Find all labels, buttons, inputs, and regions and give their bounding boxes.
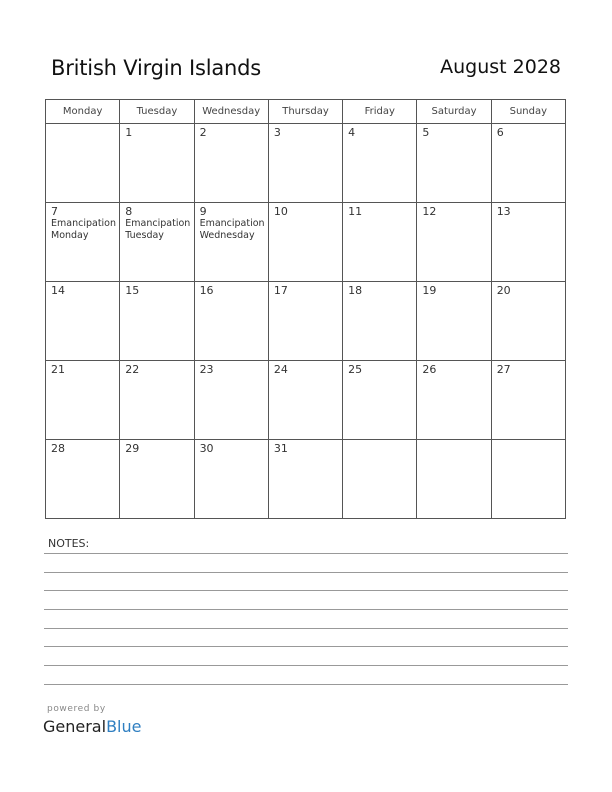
day-cell	[491, 440, 565, 519]
day-cell	[194, 124, 268, 203]
holiday-label: Emancipation Tuesday	[125, 218, 191, 241]
calendar-country-title: British Virgin Islands	[51, 56, 262, 80]
day-number: 17	[273, 284, 288, 297]
day-number: 16	[199, 284, 214, 297]
day-cell	[120, 361, 194, 440]
note-line	[44, 609, 568, 610]
day-number: 8	[125, 205, 133, 218]
note-line	[44, 590, 568, 591]
notes-label: NOTES:	[48, 537, 90, 550]
week-row	[46, 203, 566, 282]
day-cell	[343, 282, 417, 361]
day-number: 7	[51, 205, 58, 218]
day-cell	[343, 203, 417, 282]
day-cell	[268, 440, 342, 519]
day-cell	[120, 203, 194, 282]
day-cell	[343, 124, 417, 203]
day-cell	[268, 124, 342, 203]
day-cell	[417, 361, 491, 440]
day-cell	[120, 124, 194, 203]
day-number: 20	[496, 284, 511, 297]
day-number: 24	[273, 363, 288, 376]
day-cell	[417, 203, 491, 282]
note-line	[44, 572, 568, 573]
day-cell	[417, 282, 491, 361]
day-number: 9	[199, 205, 207, 218]
holiday-label: Emancipation Monday	[51, 218, 117, 241]
week-row	[46, 361, 566, 440]
day-number: 3	[273, 126, 281, 139]
day-cell	[120, 440, 194, 519]
day-number: 28	[51, 442, 65, 455]
day-cell	[194, 440, 268, 519]
day-cell	[120, 282, 194, 361]
day-number: 22	[125, 363, 140, 376]
holiday-label: Emancipation Wednesday	[199, 218, 265, 241]
day-cell	[268, 282, 342, 361]
day-number: 19	[422, 284, 437, 297]
day-number: 23	[199, 363, 214, 376]
day-number: 21	[51, 363, 65, 376]
calendar-grid	[45, 99, 566, 519]
day-number: 4	[348, 126, 356, 139]
day-number: 26	[422, 363, 437, 376]
powered-by-text: powered by	[47, 704, 106, 714]
day-number: 5	[422, 126, 430, 139]
calendar-month-title: August 2028	[440, 56, 561, 78]
week-row	[46, 282, 566, 361]
weekday-header: Monday	[46, 100, 120, 124]
day-number: 25	[348, 363, 363, 376]
day-cell	[46, 203, 120, 282]
day-cell	[491, 361, 565, 440]
day-cell	[46, 440, 120, 519]
week-row	[46, 440, 566, 519]
note-line	[44, 646, 568, 647]
brand-general: General	[43, 717, 107, 736]
day-number: 12	[422, 205, 437, 218]
weekday-header: Saturday	[417, 100, 491, 124]
day-cell	[194, 361, 268, 440]
day-number: 27	[496, 363, 511, 376]
day-number: 10	[273, 205, 288, 218]
note-line	[44, 628, 568, 629]
day-cell	[417, 124, 491, 203]
day-cell	[343, 440, 417, 519]
note-line	[44, 665, 568, 666]
day-cell	[46, 124, 120, 203]
day-number: 14	[51, 284, 65, 297]
day-cell	[268, 361, 342, 440]
day-number: 6	[496, 126, 504, 139]
day-cell	[46, 361, 120, 440]
weekday-header: Tuesday	[120, 100, 194, 124]
day-number: 29	[125, 442, 140, 455]
note-line	[44, 684, 568, 685]
day-number: 15	[125, 284, 140, 297]
day-cell	[491, 282, 565, 361]
day-number: 31	[273, 442, 288, 455]
day-number: 13	[496, 205, 511, 218]
weekday-header: Friday	[343, 100, 417, 124]
generalblue-logo	[43, 717, 141, 736]
day-number: 2	[199, 126, 207, 139]
day-number: 18	[348, 284, 363, 297]
day-cell	[46, 282, 120, 361]
day-number: 30	[199, 442, 214, 455]
day-cell	[194, 203, 268, 282]
weekday-header-row	[46, 100, 566, 124]
day-number: 1	[125, 126, 133, 139]
day-cell	[417, 440, 491, 519]
day-cell	[491, 203, 565, 282]
weekday-header: Thursday	[268, 100, 342, 124]
week-row	[46, 124, 566, 203]
day-cell	[268, 203, 342, 282]
day-cell	[194, 282, 268, 361]
day-number: 11	[348, 205, 363, 218]
day-cell	[343, 361, 417, 440]
day-cell	[491, 124, 565, 203]
note-line	[44, 553, 568, 554]
weekday-header: Sunday	[491, 100, 565, 124]
weekday-header: Wednesday	[194, 100, 268, 124]
brand-blue: Blue	[106, 717, 142, 736]
